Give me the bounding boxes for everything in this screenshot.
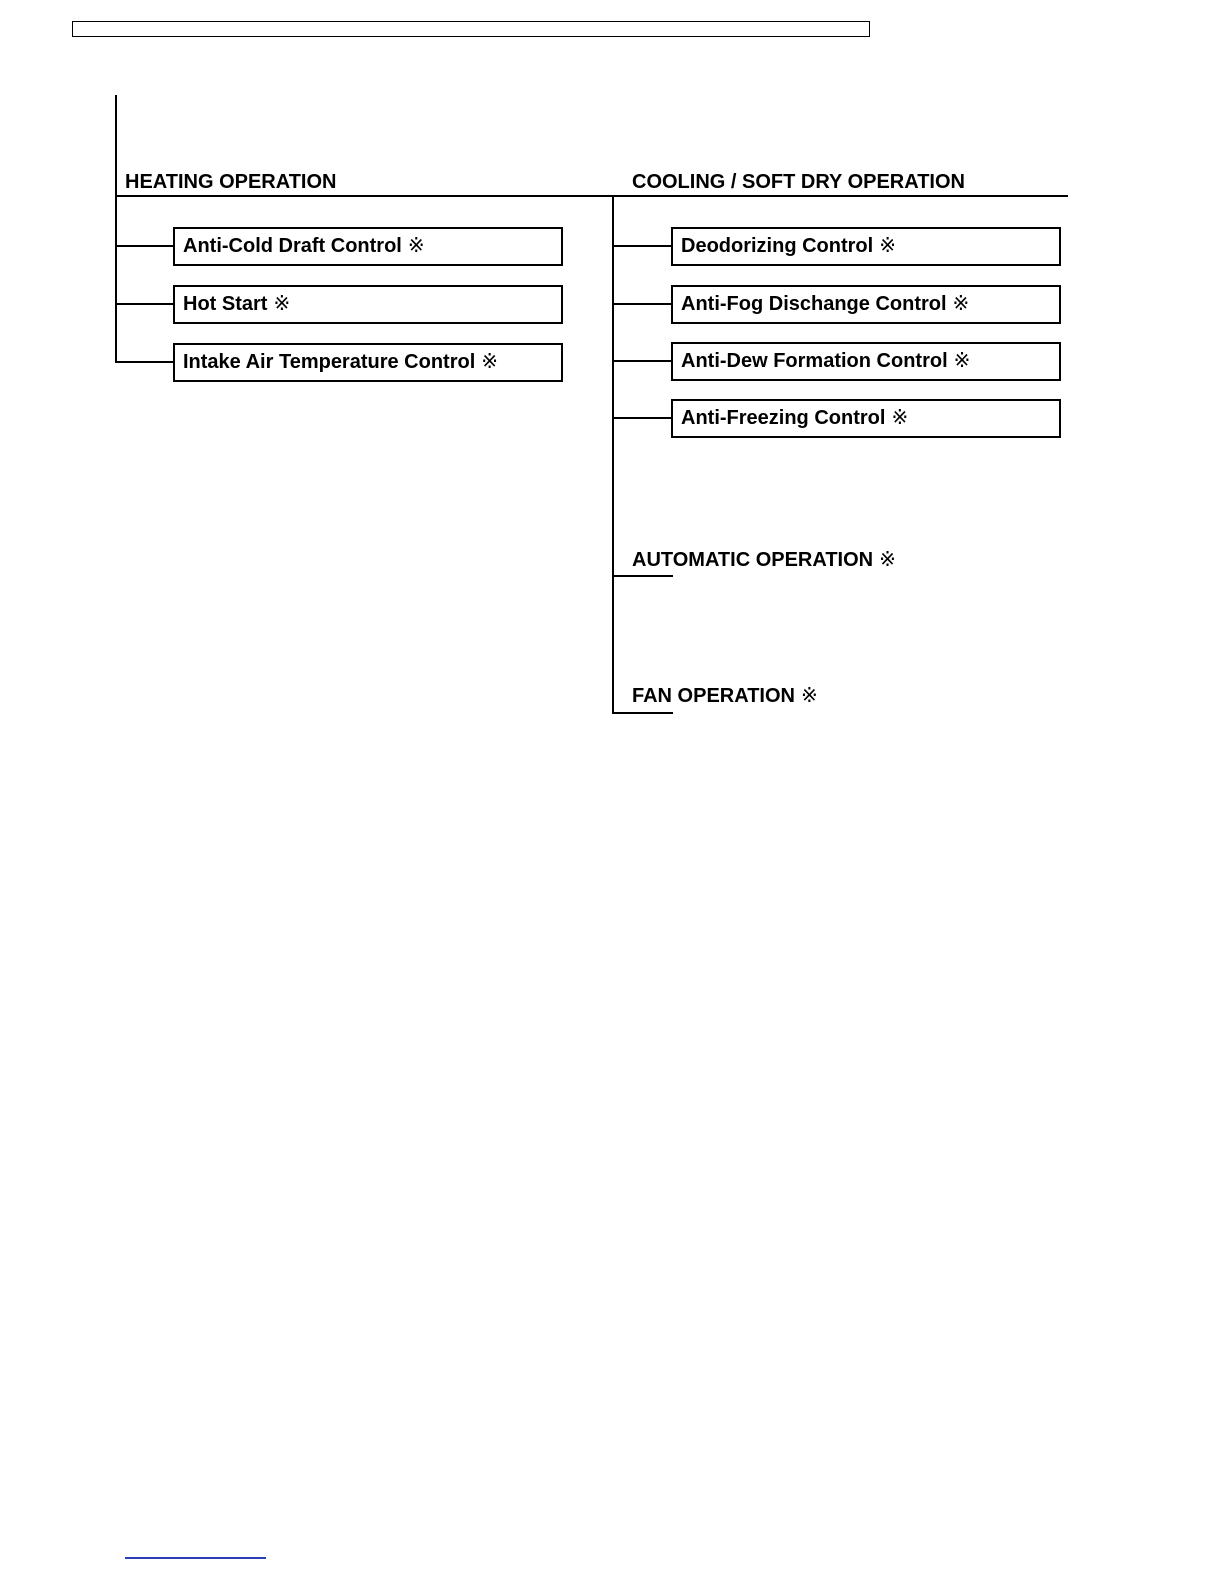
- automatic-operation-label: AUTOMATIC OPERATION: [632, 549, 874, 571]
- cooling-item-label: Anti-Fog Dischange Control: [681, 293, 947, 315]
- heating-connector-2: [115, 303, 175, 305]
- reference-mark-icon: ※: [879, 233, 896, 257]
- heating-connector-1: [115, 245, 175, 247]
- heating-item-intake-air-temperature: [173, 343, 563, 382]
- cooling-item-label: Deodorizing Control: [681, 235, 874, 257]
- heating-item-label: Anti-Cold Draft Control: [183, 235, 402, 257]
- left-trunk-line: [115, 95, 117, 363]
- cooling-item-anti-freezing: [671, 399, 1061, 438]
- heating-item-label: Intake Air Temperature Control: [183, 351, 476, 373]
- cooling-item-label: Anti-Dew Formation Control: [681, 350, 948, 372]
- cooling-operation-heading: COOLING / SOFT DRY OPERATION: [632, 171, 965, 193]
- heating-connector-3: [115, 361, 175, 363]
- cooling-item-label: Anti-Freezing Control: [681, 407, 886, 429]
- cooling-item-deodorizing: [671, 227, 1061, 266]
- reference-mark-icon: ※: [407, 233, 425, 257]
- reference-mark-icon: ※: [953, 348, 971, 372]
- cooling-item-anti-fog: [671, 285, 1061, 324]
- automatic-operation-heading: [632, 547, 896, 572]
- reference-mark-icon: ※: [891, 405, 909, 429]
- cooling-connector-4: [612, 417, 673, 419]
- right-trunk-line: [612, 195, 614, 714]
- heating-item-label: Hot Start: [183, 293, 268, 315]
- heating-item-hot-start: [173, 285, 563, 324]
- cooling-connector-3: [612, 360, 673, 362]
- cooling-connector-1: [612, 245, 673, 247]
- cooling-connector-2: [612, 303, 673, 305]
- footer-link[interactable]: [125, 1557, 266, 1559]
- heading-underline: [115, 195, 1068, 197]
- reference-mark-icon: ※: [879, 547, 896, 571]
- heating-operation-heading: HEATING OPERATION: [125, 171, 337, 193]
- reference-mark-icon: ※: [273, 291, 291, 315]
- heating-item-anti-cold-draft: [173, 227, 563, 266]
- page-header-frame: [72, 21, 870, 37]
- reference-mark-icon: ※: [800, 683, 818, 707]
- reference-mark-icon: ※: [952, 291, 970, 315]
- automatic-connector: [612, 575, 673, 577]
- fan-operation-label: FAN OPERATION: [632, 685, 795, 707]
- fan-connector: [612, 712, 673, 714]
- fan-operation-heading: [632, 683, 818, 708]
- reference-mark-icon: ※: [481, 349, 499, 373]
- cooling-item-anti-dew: [671, 342, 1061, 381]
